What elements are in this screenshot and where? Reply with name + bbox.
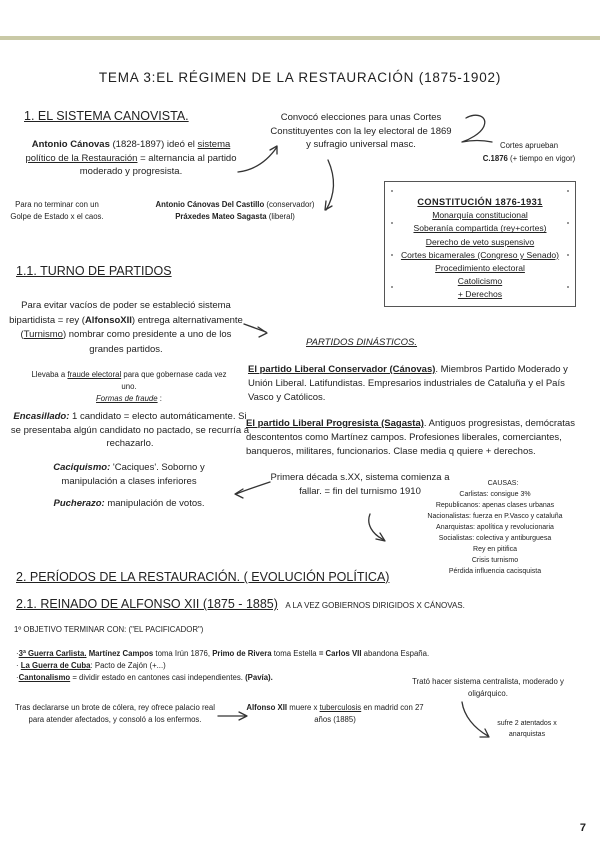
encasillado-term: Encasillado:: [13, 411, 70, 422]
turnismo-term: Turnismo: [23, 329, 63, 340]
constitution-item: Derecho de veto suspensivo: [425, 236, 535, 247]
progressive-name: El partido Liberal Progresista (Sagasta): [246, 418, 424, 429]
carlist-war-link: 3ª Guerra Carlista.: [18, 649, 87, 658]
page-title: TEMA 3:EL RÉGIMEN DE LA RESTAURACIÓN (1875-1902): [98, 70, 502, 85]
arrow-crisis-left: [236, 482, 270, 494]
cantonalismo-link: Cantonalismo: [18, 673, 71, 682]
parties-heading: PARTIDOS DINÁSTICOS.: [306, 337, 418, 348]
cause-item: Anarquistas: apolítica y revolucionaria: [436, 524, 554, 531]
fraud-text-a: Llevaba a: [31, 370, 68, 379]
fraud-forms-colon: :: [159, 394, 162, 403]
constitution-item: Procedimiento electoral: [435, 263, 525, 274]
bullet: ·: [16, 649, 19, 658]
death-text-a: muere x: [287, 703, 320, 712]
golpe-note: Para no terminar con un Golpe de Estado x el caos.: [10, 200, 104, 221]
page-number: 7: [579, 822, 586, 834]
alfonso-xii: Alfonso XII: [246, 703, 288, 712]
constitution-title: CONSTITUCIÓN 1876-1931: [417, 197, 543, 207]
caciquismo-term: Caciquismo:: [53, 462, 111, 473]
cantonalismo-text: = dividir estado en cantones casi independientes.: [70, 673, 246, 682]
pucherazo-text: manipulación de votos.: [104, 498, 205, 509]
turnismo-text-a: Para evitar vacíos de poder se estableció sistema bipartidista = rey (: [9, 300, 231, 326]
bullet: ·: [16, 673, 19, 682]
item1-text-e: abandona España.: [361, 649, 430, 658]
cause-item: Crisis turnismo: [471, 557, 519, 564]
attacks-note: sufre 2 atentados x anarquistas: [497, 720, 557, 738]
approval-c1876: C.1876: [482, 153, 508, 163]
caciquismo-text: 'Caciques'. Soborno y manipulación a clases inferiores: [61, 462, 205, 487]
encasillado-text: 1 candidato = electo automáticamente. Si se presentaba algún candidato no pactado, se recurría a rechazarlo.: [10, 411, 250, 449]
arrowhead: [258, 327, 267, 337]
arrow-centralism-attacks: [462, 702, 488, 736]
squiggle-icon: [462, 115, 492, 142]
cuba-war-link: La Guerra de Cuba: [20, 661, 91, 670]
cause-item: Socialistas: colectiva y antiburguesa: [438, 535, 552, 542]
section21-heading: 2.1. REINADO DE ALFONSO XII (1875 - 1885): [16, 597, 278, 611]
pucherazo-term: Pucherazo:: [53, 498, 105, 509]
section21-subtitle: A LA VEZ GOBIERNOS DIRIGIDOS X CÁNOVAS.: [285, 601, 465, 610]
cause-item: Nacionalistas: fuerza en P.Vasco y cataluña: [427, 513, 563, 520]
crisis-text: Primera década s.XX, sistema comienza a fallar. = fin del turnismo 1910: [270, 472, 450, 497]
constitution-item: Cortes bicamerales (Congreso y Senado): [400, 249, 560, 260]
section1-heading: 1. EL SISTEMA CANOVISTA.: [24, 109, 189, 123]
centralism-note: Trató hacer sistema centralista, moderado y oligárquico.: [412, 677, 564, 698]
canovas-name: Antonio Cánovas: [31, 139, 110, 150]
bullet: ·: [16, 661, 21, 670]
conservative-name: El partido Liberal Conservador (Cánovas): [248, 364, 436, 375]
leader-sagasta-party: (liberal): [266, 211, 295, 221]
elections-note: Convocó elecciones para unas Cortes Constituyentes con la ley electoral de 1869 y sufragio universal masc.: [270, 112, 452, 150]
conservative-text: . Miembros Partido Moderado y Unión Liberal. Latifundistas. Empresarios industriales de Cataluña y el País Vasco y Católicos.: [248, 364, 568, 403]
fraud-text-b: para que gobernase cada vez uno.: [121, 370, 227, 391]
constitution-item: Catolicismo: [457, 276, 503, 287]
tuberculosis-link: tuberculosis: [319, 703, 362, 712]
leader-canovas: Antonio Cánovas Del Castillo: [155, 200, 265, 209]
causes-title: CAUSAS:: [487, 480, 519, 487]
approval-line1: Cortes aprueban: [499, 141, 559, 150]
arrow-intro-elections: [238, 147, 277, 172]
turnismo-text-b: ) entrega alternativamente (: [20, 314, 243, 340]
item1-text-c: toma Irún 1876,: [153, 649, 213, 658]
progressive-text: . Antiguos progresistas, demócratas descontentos como Martínez campos. Profesiones liberales, comerciantes, banqueros, militares, funcionarios. Clase media q quiere + derechos.: [246, 418, 575, 457]
arrow-elections-leaders: [326, 160, 333, 210]
canovas-years: (1828-1897) ideó el: [109, 139, 198, 150]
constitution-item: + Derechos: [457, 289, 503, 300]
cause-item: Pérdida influencia cacisquista: [448, 568, 542, 575]
arrowhead: [376, 533, 385, 541]
approval-rest: (+ tiempo en vigor): [507, 153, 576, 163]
carlos-vii: = Carlos VII: [318, 649, 362, 658]
constitution-item: Monarquía constitucional: [432, 210, 528, 221]
fraud-electoral-link: fraude electoral: [67, 370, 122, 379]
section11-heading: 1.1. TURNO DE PARTIDOS: [16, 264, 172, 278]
death-text-b: en madrid con 27 años (1885): [314, 703, 424, 724]
fraud-forms-label: Formas de fraude: [96, 394, 158, 403]
pavia: (Pavía).: [245, 673, 273, 682]
martinez-campos: Martínez Campos: [88, 649, 154, 658]
cause-item: Republicanos: apenas clases urbanas: [435, 502, 555, 509]
cholera-note: Tras declararse un brote de cólera, rey ofrece palacio real para atender afectados, y consoló a los enfermos.: [15, 703, 215, 724]
turnismo-text-c: ) nombrar como presidente a uno de los grandes partidos.: [62, 329, 232, 355]
cuba-text: : Pacto de Zajón (+...): [90, 661, 166, 670]
item1-text-d: toma Estella: [271, 649, 319, 658]
primo-de-rivera: Primo de Rivera: [212, 649, 272, 658]
arrowhead: [270, 146, 277, 154]
king-alfonso: AlfonsoXII: [84, 314, 132, 326]
section2-heading: 2. PERÍODOS DE LA RESTAURACIÓN. ( EVOLUCIÓN POLÍTICA): [16, 570, 390, 584]
constitution-item: Soberanía compartida (rey+cortes): [413, 223, 547, 234]
sistema-politico-link: sistema político de la Restauración: [25, 139, 231, 164]
cause-item: Carlistas: consigue 3%: [459, 491, 531, 498]
leader-canovas-party: (conservador): [264, 200, 315, 209]
leader-sagasta: Práxedes Mateo Sagasta: [175, 211, 267, 221]
canovas-intro-rest: = alternancia al partido moderado y progresista.: [79, 152, 237, 177]
objective-line: 1º OBJETIVO TERMINAR CON: ("EL PACIFICADOR"): [14, 625, 204, 634]
cause-item: Rey en pitifica: [473, 546, 517, 553]
